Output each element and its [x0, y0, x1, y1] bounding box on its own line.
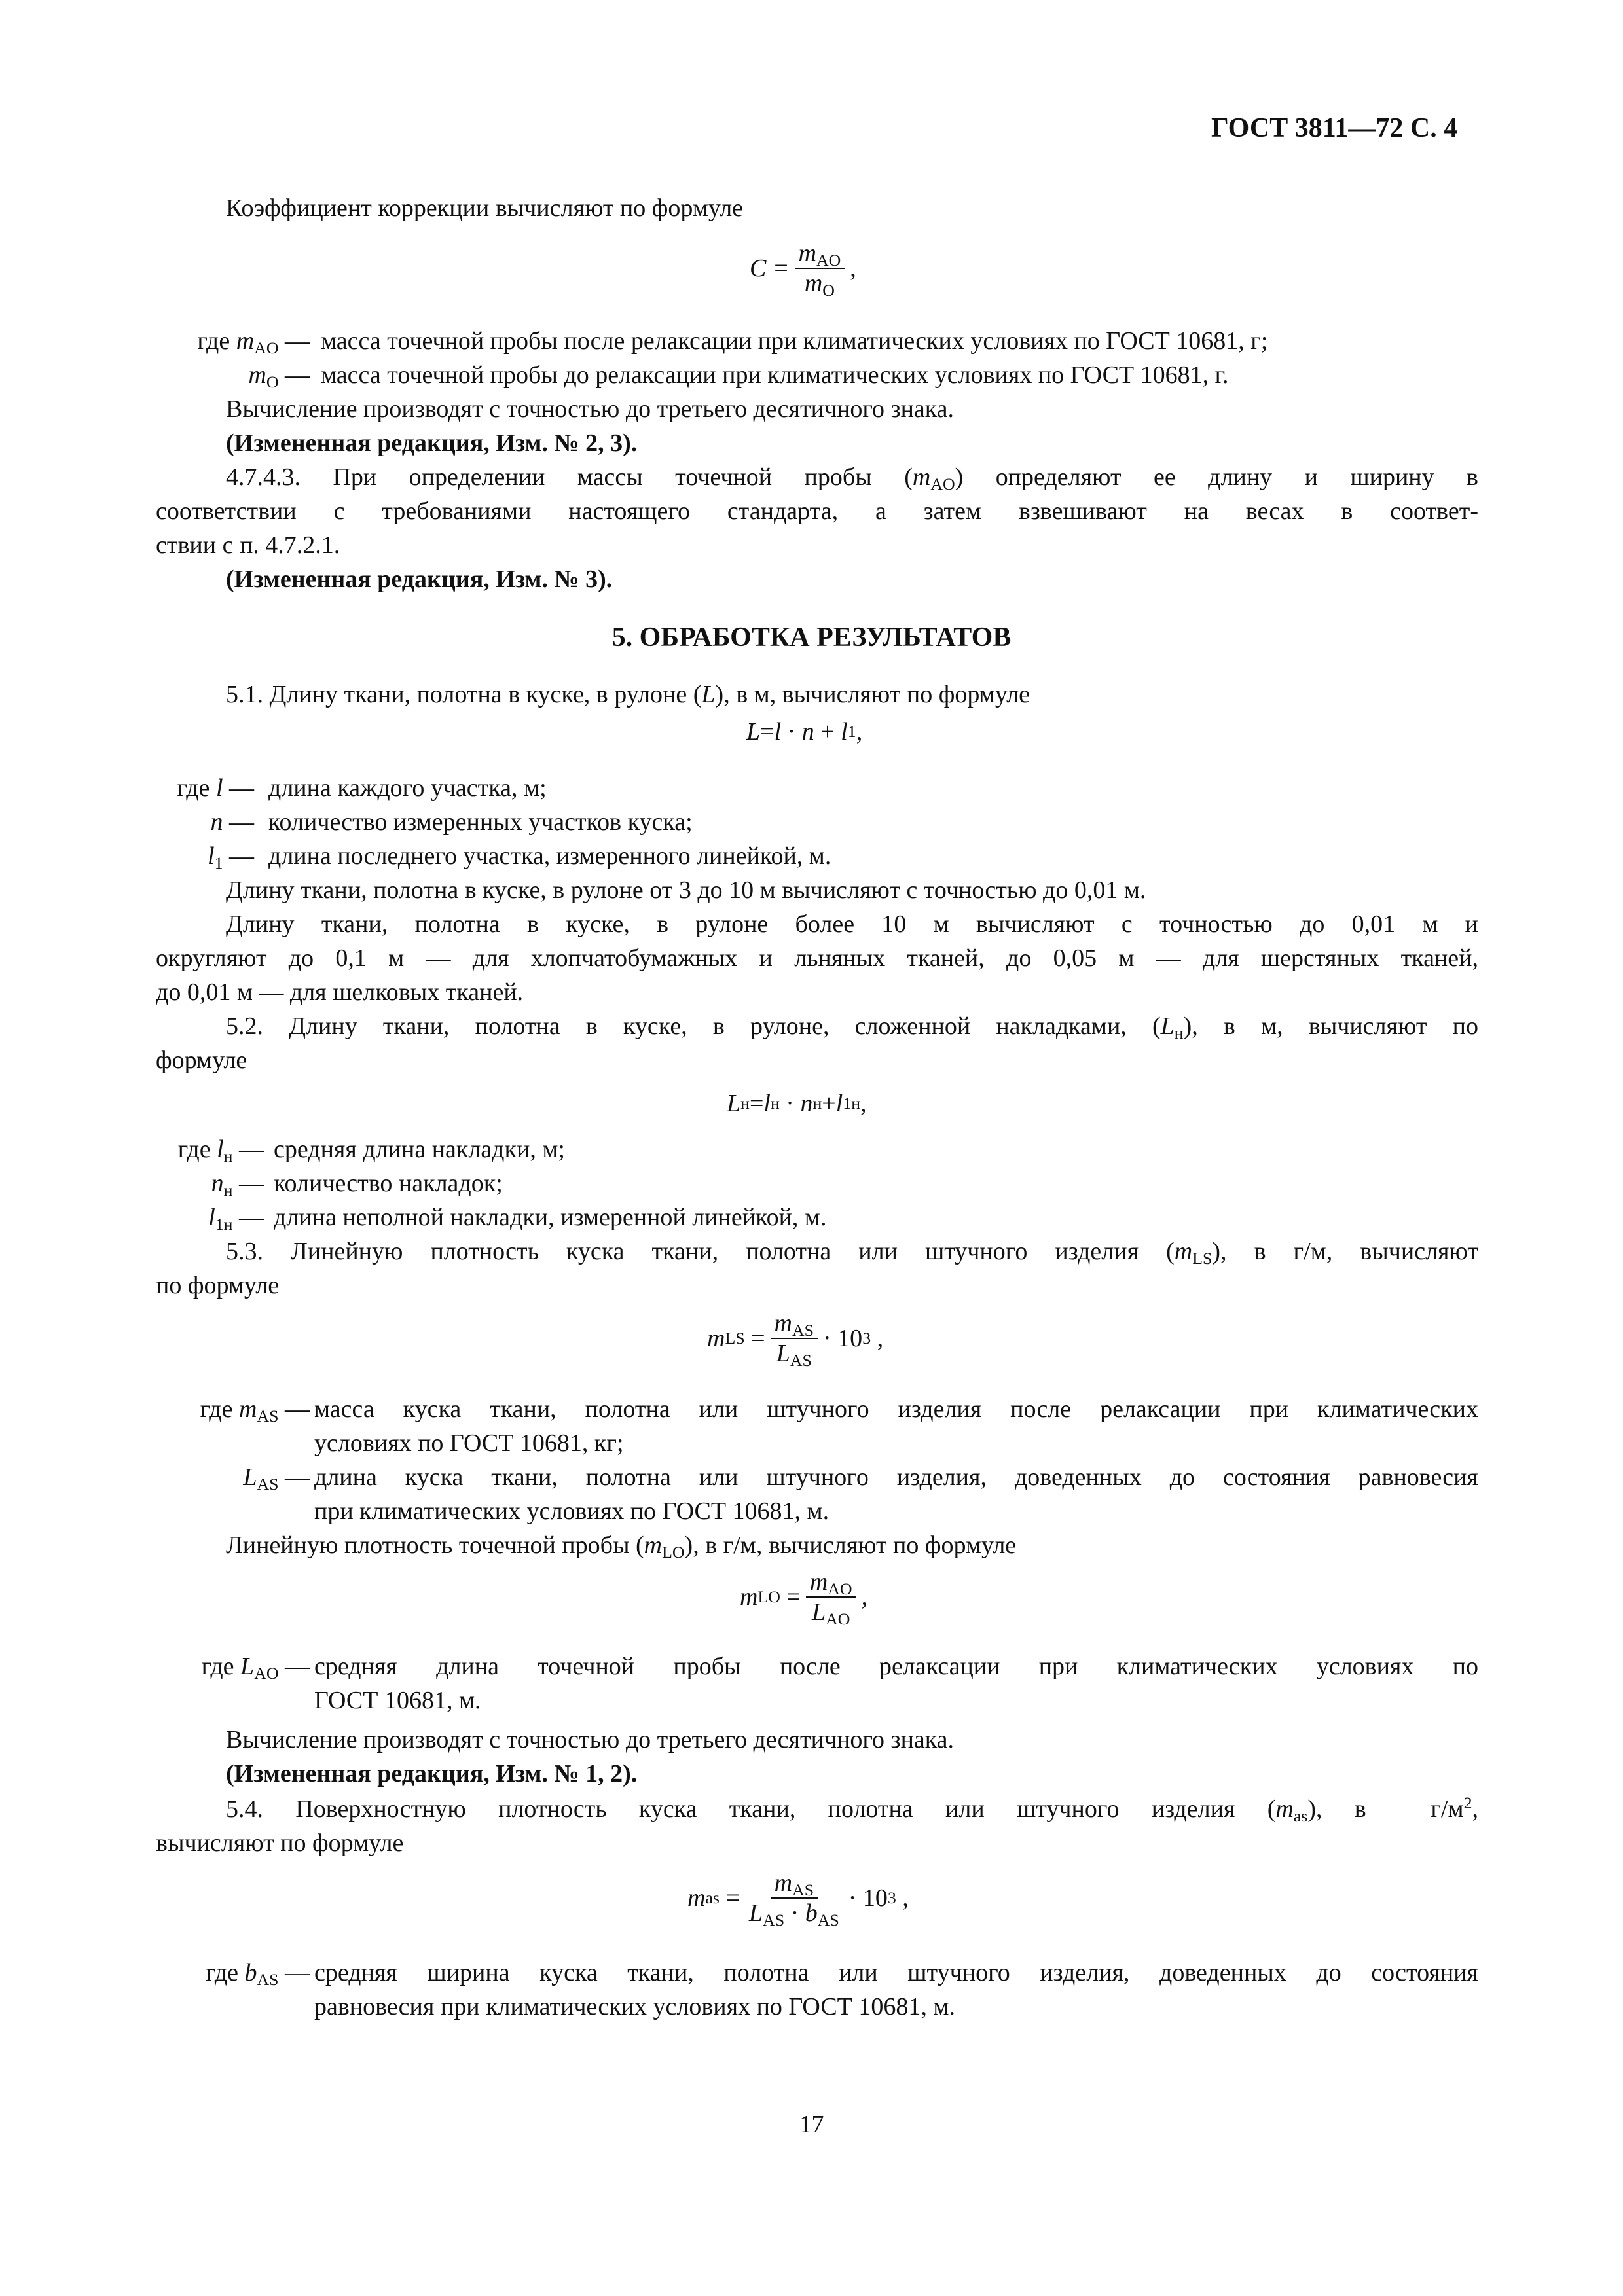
definition-l-n: средняя длина накладки, м;	[274, 1136, 565, 1163]
paragraph-4-7-4-3-line3: ствии с п. 4.7.2.1.	[156, 531, 340, 559]
definition-l-as-line1: длина куска ткани, полотна или штучного изделия, доведенных до состояния равновесия	[314, 1463, 1478, 1491]
paragraph-5-4-line1: 5.4. Поверхностную плотность куска ткани, полотна или штучного изделия $(m_{as})$, в $г/м^2$,	[226, 1793, 1478, 1826]
formula-surface-density: m as = $\frac{m_{AS}}{L_{AS} \cdot b_{AS}}$ · 10 3 ,	[687, 1869, 909, 1930]
paragraph-5-4-line2: вычисляют по формуле	[156, 1829, 404, 1857]
paragraph-length-precision-1: Длину ткани, полотна в куске, в рулоне от 3 до 10 м вычисляют с точностью до 0,01 м.	[226, 876, 1146, 904]
symbol-m-o: $m_O$ —	[248, 361, 310, 392]
definition-b-as-line1: средняя ширина куска ткани, полотна или штучного изделия, доведенных до состояния	[314, 1959, 1478, 1986]
paragraph-5-2-line2: формуле	[156, 1047, 247, 1074]
symbol-n: n —	[210, 808, 254, 836]
paragraph-5-2-line1: 5.2. Длину ткани, полотна в куске, в рулоне, сложенной накладками, $(L_н)$, в м, вычисляют по	[226, 1013, 1478, 1043]
where-label: где l —	[177, 774, 254, 802]
amendment-note-3: (Измененная редакция, Изм. № 1, 2).	[226, 1760, 638, 1787]
definition-l-ao-line1: средняя длина точечной пробы после релаксации при климатических условиях по	[314, 1653, 1478, 1680]
where-label: где $m_{AS}$ —	[200, 1395, 310, 1426]
symbol-l-as: $L_{AS}$ —	[243, 1463, 310, 1494]
amendment-note-2: (Измененная редакция, Изм. № 3).	[226, 565, 613, 593]
definition-l-ao-line2: ГОСТ 10681, м.	[314, 1687, 481, 1714]
symbol-n-n: $n_н$ —	[211, 1170, 264, 1200]
formula-length: L = l · n + l 1 ,	[746, 718, 863, 745]
paragraph-length-precision-2-line1: Длину ткани, полотна в куске, в рулоне более 10 м вычисляют с точностью до 0,01 м и	[226, 910, 1478, 938]
paragraph-5-3-line2: по формуле	[156, 1272, 280, 1299]
where-label: где $L_{AO}$ —	[201, 1653, 310, 1683]
definition-m-as-line2: условиях по ГОСТ 10681, кг;	[314, 1429, 624, 1457]
paragraph-precision-2: Вычисление производят с точностью до третьего десятичного знака.	[226, 1726, 955, 1753]
fraction: $\frac{m_{AO}}{m_O}$	[795, 239, 845, 298]
definition-n: количество измеренных участков куска;	[268, 808, 693, 836]
definition-l-as-line2: при климатических условиях по ГОСТ 10681, м.	[314, 1498, 830, 1525]
formula-point-sample-density: m LO = $\frac{m_{AO}}{L_{AO}}$ ,	[740, 1568, 868, 1629]
section-title: 5. ОБРАБОТКА РЕЗУЛЬТАТОВ	[611, 622, 1012, 653]
formula-overlap-length: L н = l н · n н + l 1н ,	[727, 1090, 867, 1117]
definition-m-ao: масса точечной пробы после релаксации при климатических условиях по ГОСТ 10681, г;	[321, 327, 1268, 355]
where-label: где $m_{AO}$ —	[197, 327, 310, 358]
definition-l1: длина последнего участка, измеренного линейкой, м.	[268, 842, 831, 870]
paragraph-precision-1: Вычисление производят с точностью до третьего десятичного знака.	[226, 395, 955, 423]
paragraph-correction-intro: Коэффициент коррекции вычисляют по формуле	[226, 194, 744, 222]
where-label: где $l_н$ —	[177, 1136, 264, 1166]
formula-correction-coefficient: C = $\frac{m_{AO}}{m_O}$ ,	[750, 240, 856, 300]
where-label: где $b_{AS}$ —	[206, 1959, 310, 1990]
page-number: 17	[799, 2111, 824, 2138]
definition-m-o: масса точечной пробы до релаксации при климатических условиях по ГОСТ 10681, г.	[321, 361, 1229, 389]
paragraph-5-1: 5.1. Длину ткани, полотна в куске, в рулоне (L), в м, вычисляют по формуле	[226, 681, 1030, 708]
definition-n-n: количество накладок;	[274, 1170, 503, 1197]
paragraph-4-7-4-3-line2: соответствии с требованиями настоящего стандарта, а затем взвешивают на весах в соответ-	[156, 497, 1478, 525]
symbol-l-1n: $l_{1н}$ —	[208, 1204, 264, 1234]
paragraph-length-precision-2-line2: округляют до 0,1 м — для хлопчатобумажных и льняных тканей, до 0,05 м — для шерстяных тканей,	[156, 944, 1478, 972]
paragraph-length-precision-2-line3: до 0,01 м — для шелковых тканей.	[156, 978, 524, 1006]
fraction: $\frac{m_{AS}}{L_{AS}}$	[771, 1309, 818, 1368]
definition-l-1n: длина неполной накладки, измеренной линейкой, м.	[274, 1204, 827, 1231]
fraction: $\frac{m_{AO}}{L_{AO}}$	[806, 1568, 856, 1626]
definition-b-as-line2: равновесия при климатических условиях по ГОСТ 10681, м.	[314, 1993, 955, 2020]
formula-lhs: C =	[750, 255, 790, 282]
fraction: $\frac{m_{AS}}{L_{AS} \cdot b_{AS}}$	[748, 1869, 839, 1930]
definition-m-as-line1: масса куска ткани, полотна или штучного изделия после релаксации при климатических	[314, 1395, 1478, 1423]
page-header: ГОСТ 3811—72 С. 4	[1211, 113, 1458, 143]
amendment-note-1: (Измененная редакция, Изм. № 2, 3).	[226, 429, 638, 457]
formula-linear-density: m LS = $\frac{m_{AS}}{L_{AS}}$ · 10 3 ,	[707, 1310, 884, 1371]
symbol-l1: $l_1$ —	[208, 842, 254, 873]
paragraph-5-3-line1: 5.3. Линейную плотность куска ткани, полотна или штучного изделия $(m_{LS})$, в г/м, вычисляют	[226, 1238, 1478, 1268]
paragraph-point-sample-density: Линейную плотность точечной пробы $(m_{LO})$, в г/м, вычисляют по формуле	[226, 1532, 1017, 1562]
paragraph-4-7-4-3-line1: 4.7.4.3. При определении массы точечной пробы $(m_{AO})$ определяют ее длину и ширину в	[226, 463, 1478, 494]
definition-l: длина каждого участка, м;	[268, 774, 547, 802]
